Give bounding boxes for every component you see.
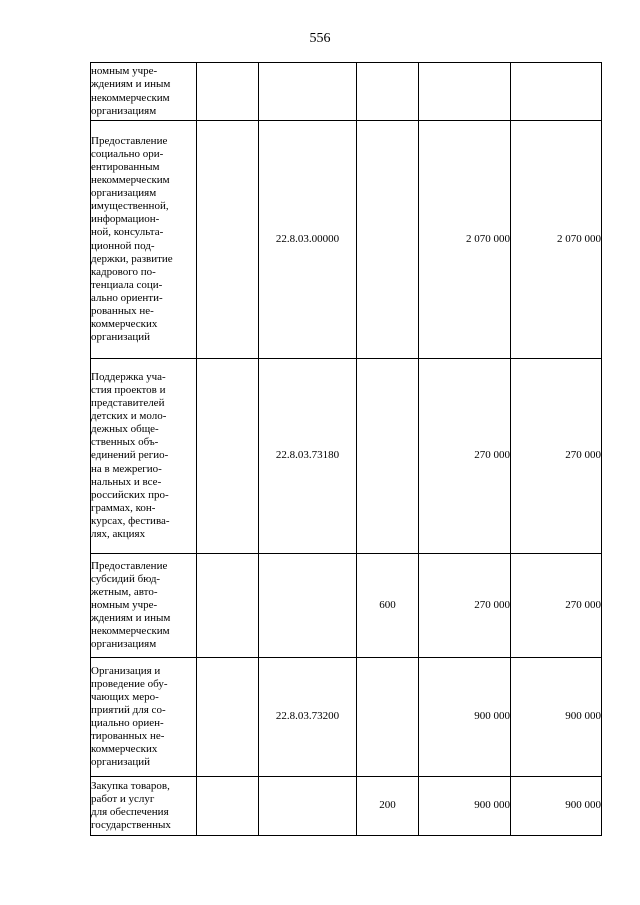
name-line: некоммерческим — [91, 91, 170, 104]
name-line: ждениям и иным — [91, 78, 171, 91]
name-line: коммерческих — [91, 743, 158, 756]
type-cell — [357, 359, 419, 554]
table-row — [91, 658, 602, 777]
name-line: рованных не- — [91, 304, 154, 317]
name-line: держки, развитие — [91, 252, 173, 265]
name-line: организаций — [91, 331, 151, 344]
name-line: тированных не- — [91, 730, 165, 743]
name-line: организациям — [91, 187, 157, 200]
table-row — [91, 777, 602, 836]
name-line: номным учре- — [91, 65, 158, 78]
name-line: работ и услуг — [91, 792, 155, 805]
name-line: лях, акциях — [91, 528, 146, 541]
empty-cell — [197, 658, 259, 777]
name-line: нальных и все- — [91, 475, 162, 488]
budget-table — [90, 62, 602, 836]
amount-cell-2 — [511, 63, 602, 121]
name-line: Организация и — [91, 664, 161, 677]
name-cell — [91, 777, 197, 836]
name-cell — [91, 554, 197, 658]
name-line: циально ориен- — [91, 717, 164, 729]
amount-cell-1: 2 070 000 — [419, 121, 511, 359]
code-cell: 22.8.03.00000 — [259, 121, 357, 359]
name-line: организациям — [91, 638, 157, 651]
name-line: Предоставление — [91, 559, 168, 572]
name-line: дежных обще- — [91, 423, 159, 436]
name-line: коммерческих — [91, 318, 158, 331]
name-line: Предоставление — [91, 134, 168, 147]
empty-cell — [197, 63, 259, 121]
name-line: информацион- — [91, 213, 160, 226]
name-cell — [91, 121, 197, 359]
type-cell: 600 — [357, 554, 419, 658]
name-line: для обеспечения — [91, 806, 169, 818]
amount-cell-2: 270 000 — [511, 554, 602, 658]
amount-cell-2: 270 000 — [511, 359, 602, 554]
name-line: ждениям и иным — [91, 612, 171, 625]
empty-cell — [197, 554, 259, 658]
type-cell: 200 — [357, 777, 419, 836]
amount-cell-1: 900 000 — [419, 777, 511, 836]
name-line: субсидий бюд- — [91, 572, 161, 585]
table-row — [91, 121, 602, 359]
name-line: некоммерческим — [91, 174, 170, 187]
name-line: номным учре- — [91, 598, 158, 611]
amount-cell-2: 2 070 000 — [511, 121, 602, 359]
name-line: Закупка товаров, — [91, 779, 170, 792]
table-row — [91, 359, 602, 554]
page-number: 556 — [309, 31, 331, 46]
amount-cell-2: 900 000 — [511, 658, 602, 777]
name-cell — [91, 63, 197, 121]
name-line: чающих меро- — [91, 690, 159, 703]
type-cell — [357, 121, 419, 359]
name-cell — [91, 658, 197, 777]
name-line: проведение обу- — [91, 677, 168, 690]
empty-cell — [197, 121, 259, 359]
name-line: детских и моло- — [91, 410, 167, 423]
name-line: приятий для со- — [91, 703, 166, 716]
name-line: организаций — [91, 756, 151, 769]
amount-cell-1: 270 000 — [419, 554, 511, 658]
name-line: ственных объ- — [91, 436, 159, 449]
name-line: ной, консульта- — [91, 226, 164, 239]
empty-cell — [197, 777, 259, 836]
amount-cell-1: 270 000 — [419, 359, 511, 554]
table-row — [91, 554, 602, 658]
amount-cell-1 — [419, 63, 511, 121]
name-line: стия проектов и — [91, 383, 166, 396]
name-line: ционной под- — [91, 239, 155, 252]
name-line: на в межрегио- — [91, 462, 162, 475]
name-line: организациям — [91, 104, 157, 117]
name-line: граммах, кон- — [91, 501, 156, 514]
table-row — [91, 63, 602, 121]
name-line: ально ориенти- — [91, 291, 163, 304]
name-line: единений регио- — [91, 449, 169, 462]
type-cell — [357, 63, 419, 121]
name-line: Поддержка уча- — [91, 370, 166, 383]
code-cell — [259, 63, 357, 121]
name-line: курсах, фестива- — [91, 514, 170, 527]
amount-cell-2: 900 000 — [511, 777, 602, 836]
name-line: жетным, авто- — [91, 585, 158, 598]
name-line: некоммерческим — [91, 625, 170, 638]
name-line: социально ори- — [91, 147, 164, 160]
name-line: кадрового по- — [91, 265, 156, 278]
code-cell: 22.8.03.73180 — [259, 359, 357, 554]
name-line: представителей — [91, 397, 165, 410]
name-line: государственных — [91, 819, 171, 832]
type-cell — [357, 658, 419, 777]
amount-cell-1: 900 000 — [419, 658, 511, 777]
name-line: ентированным — [91, 160, 160, 173]
code-cell — [259, 554, 357, 658]
name-line: российских про- — [91, 488, 169, 501]
code-cell — [259, 777, 357, 836]
empty-cell — [197, 359, 259, 554]
name-line: имущественной, — [91, 200, 169, 213]
name-cell — [91, 359, 197, 554]
code-cell: 22.8.03.73200 — [259, 658, 357, 777]
name-line: тенциала соци- — [91, 278, 163, 291]
